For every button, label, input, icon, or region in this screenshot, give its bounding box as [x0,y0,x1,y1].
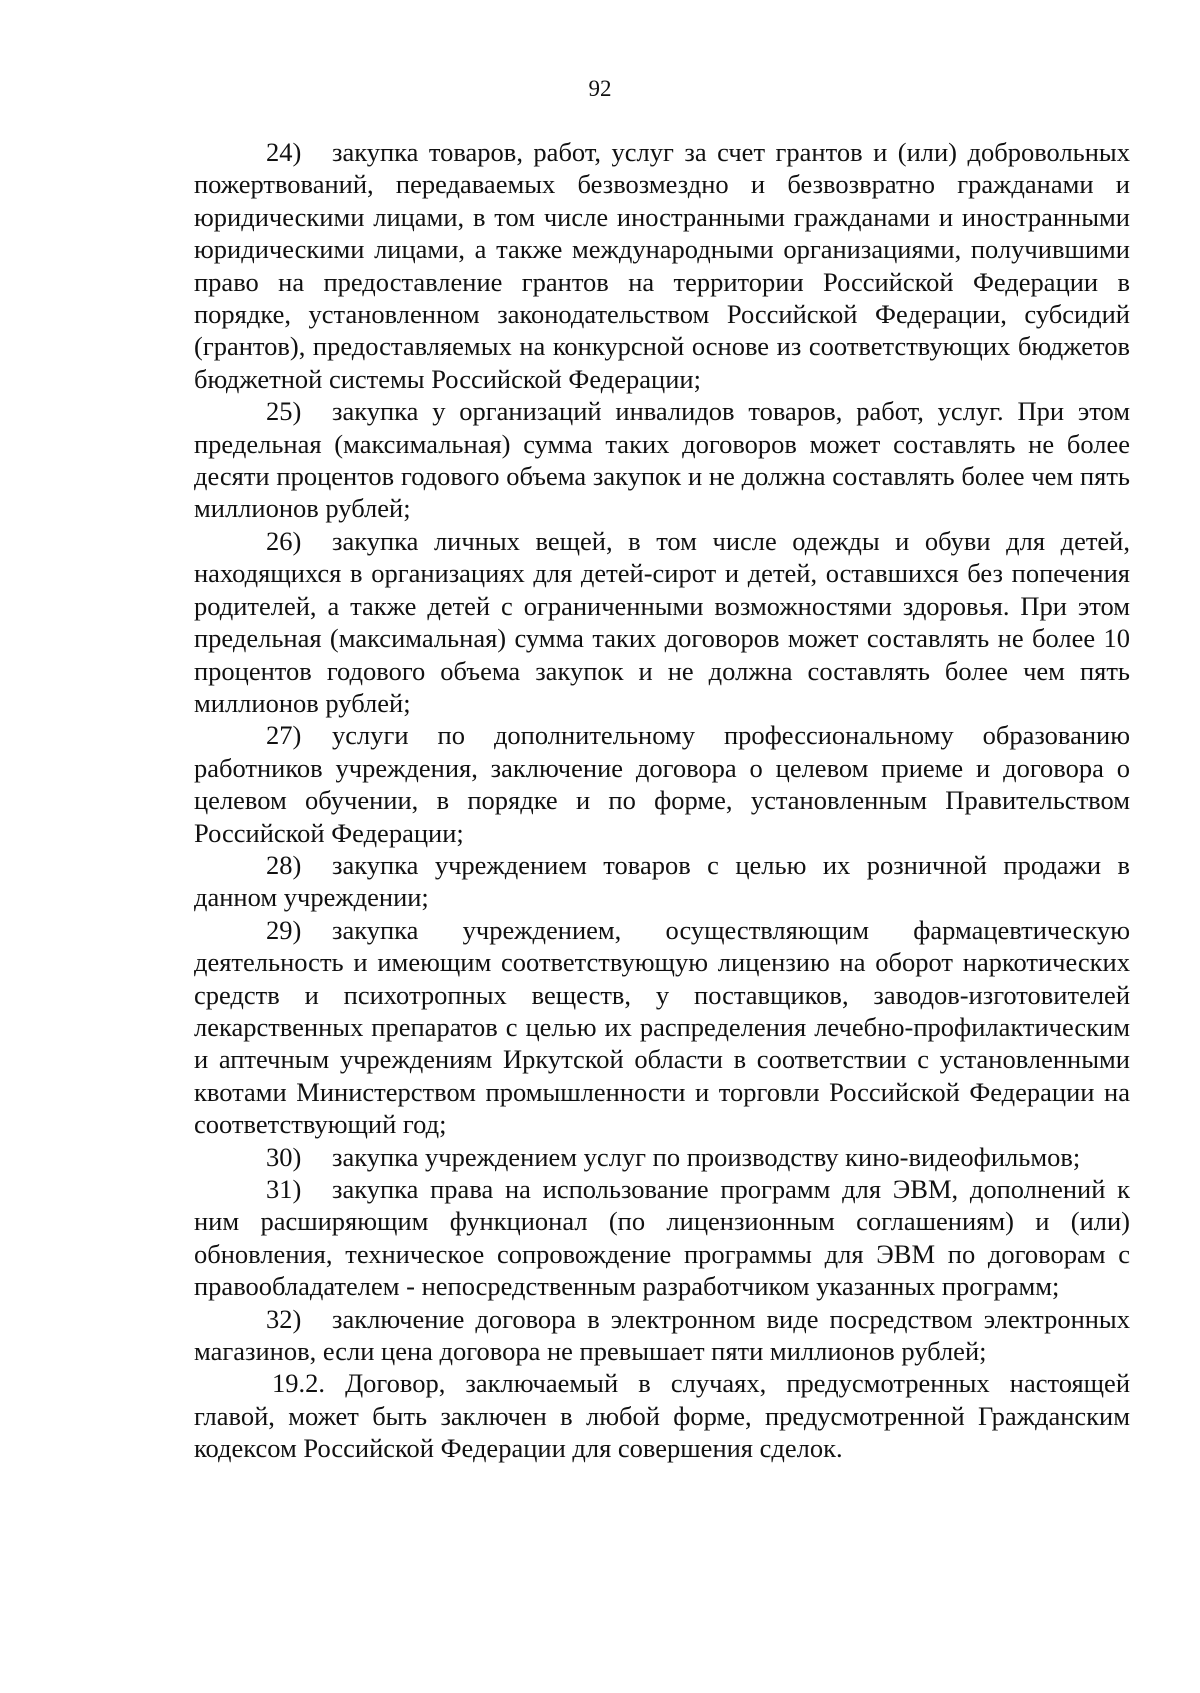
list-item-25 [194,395,1130,525]
page-number: 92 [588,76,612,101]
closing-paragraph: 19.2. Договор, заключаемый в случаях, предусмотренных настоящей главой, может быть заключен в любой форме, предусмотренной Гражданским кодексом Российской Федерации для совершения сделок. [194,1368,1130,1464]
list-item-number: 25) [266,396,302,427]
list-item-28 [194,849,1130,914]
list-item-number: 27) [266,720,302,751]
list-item-32 [194,1303,1130,1368]
document-body [194,136,1130,1465]
list-item-number: 24) [266,137,302,167]
list-item-29 [194,914,1130,1141]
list-item-text: закупка личных вещей, в том числе одежды и обуви для детей, находящихся в организациях для детей-сирот и детей, оставшихся без попечения родителей, а также детей с ограниченными возможностями здоровья. При этом предельная (максимальная) сумма таких договоров может составлять не более 10 процентов годового объема закупок и не должна составлять более чем пять миллионов рублей; [194,525,1130,718]
list-item-text: закупка права на использование программ для ЭВМ, дополнений к ним расширяющим функционал (по лицензионным соглашениям) и (или) обновления, техническое сопровождение программы для ЭВМ по договорам с правообладателем - непосредственным разработчиком указанных программ; [194,1174,1130,1302]
list-item-31 [194,1173,1130,1303]
list-item-number: 30) [266,1141,302,1172]
list-item-text: закупка учреждением товаров с целью их розничной продажи в данном учреждении; [194,849,1130,913]
list-item-text: услуги по дополнительному профессиональному образованию работников учреждения, заключение договора о целевом приеме и договора о целевом обучении, в порядке и по форме, установленным Правительством Российской Федерации; [194,720,1130,848]
list-item-27 [194,719,1130,849]
list-item-number: 26) [266,525,302,556]
list-item-text: закупка учреждением, осуществляющим фармацевтическую деятельность и имеющим соответствующую лицензию на оборот наркотических средств и психотропных веществ, у поставщиков, заводов-изготовителей лекарственных препаратов с целью их распределения лечебно-профилактическим и аптечным учреждениям Иркутской области в соответствии с установленными квотами Министерством промышленности и торговли Российской Федерации на соответствующий год; [194,914,1130,1140]
list-item-30 [194,1141,1130,1173]
list-item-number: 32) [266,1303,302,1334]
list-item-number: 28) [266,849,302,880]
list-item-text: закупка товаров, работ, услуг за счет грантов и (или) добровольных пожертвований, передаваемых безвозмездно и безвозвратно гражданами и юридическими лицами, в том числе иностранными гражданами и иностранными юридическими лицами, а также международными организациями, получившими право на предоставление грантов на территории Российской Федерации в порядке, установленном законодательством Российской Федерации, субсидий (грантов), предоставляемых на конкурсной основе из соответствующих бюджетов бюджетной системы Российской Федерации; [194,137,1130,394]
list-item-text: заключение договора в электронном виде посредством электронных магазинов, если цена договора не превышает пяти миллионов рублей; [194,1303,1130,1367]
list-item-24 [194,136,1130,395]
list-item-26 [194,525,1130,719]
list-item-number: 31) [266,1174,302,1204]
list-item-text: закупка у организаций инвалидов товаров, работ, услуг. При этом предельная (максимальная) сумма таких договоров может составлять не более десяти процентов годового объема закупок и не должна составлять более чем пять миллионов рублей; [194,396,1130,524]
list-item-text: закупка учреждением услуг по производству кино-видеофильмов; [332,1141,1081,1172]
list-item-number: 29) [266,914,302,945]
